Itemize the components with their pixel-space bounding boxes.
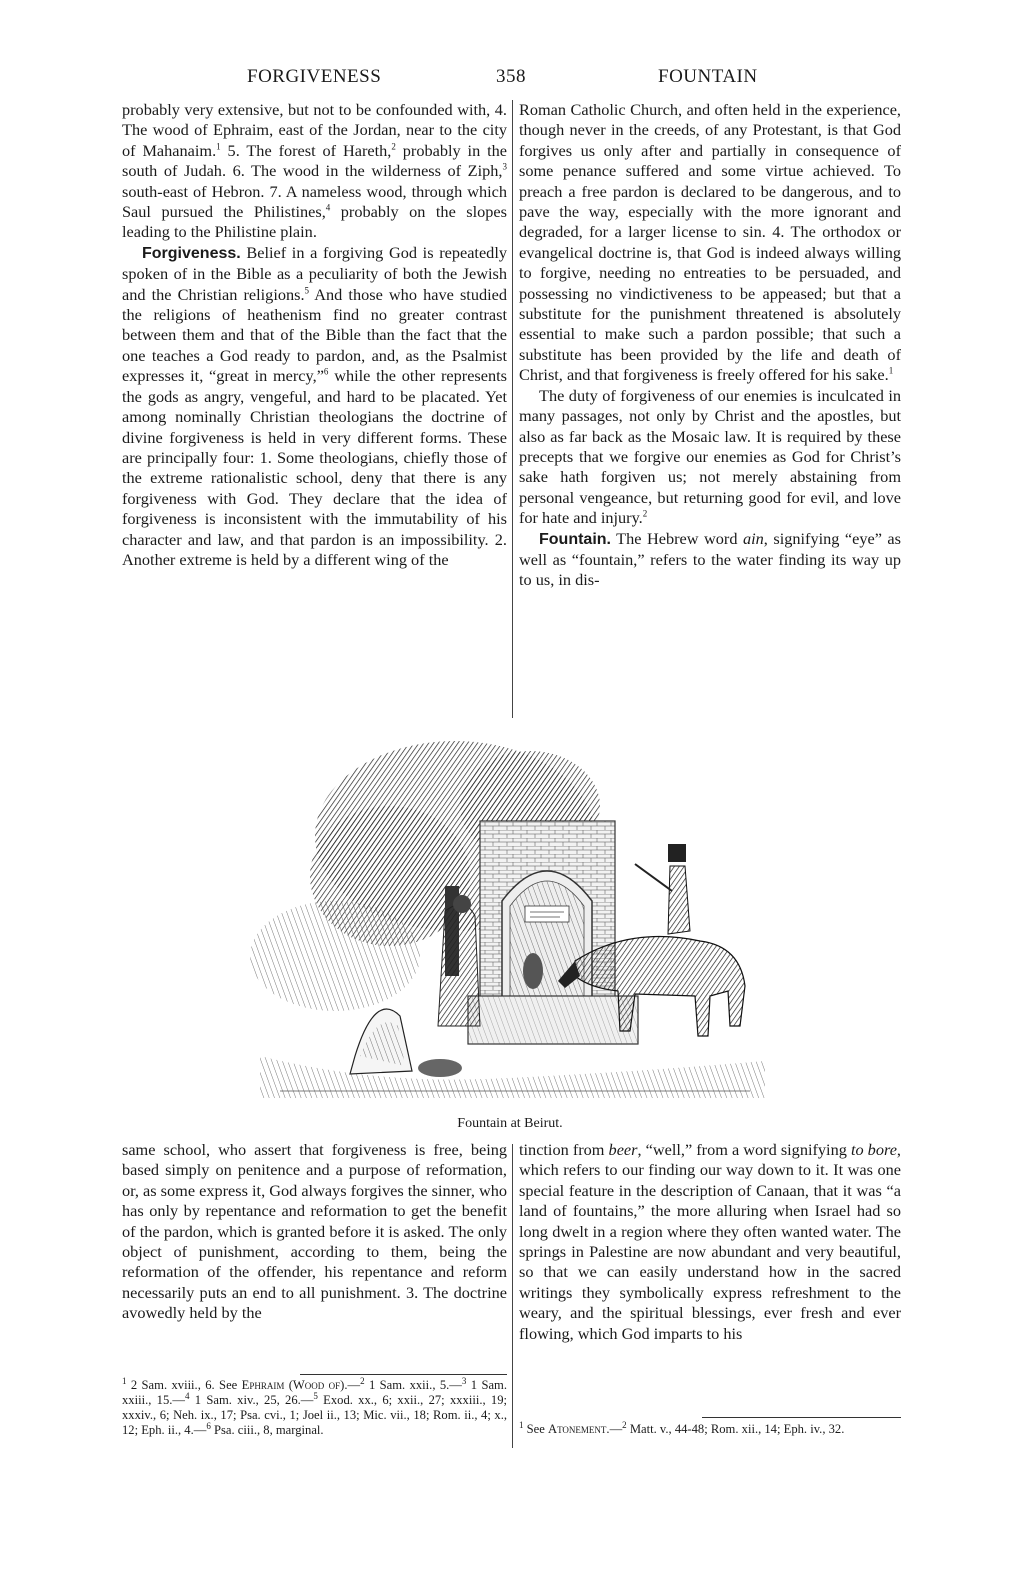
footnotes-left: $^1$ 2 Sam. xviii., 6. See Ephraim (Wood of).—$^2$ 1 Sam. xxii., 5.—$^3$ 1 Sam. xxiii., 15.—$^4$ 1 Sam. xiv., 25, 26.—$^5$ Exod. xx., 6; xxii., 27; xxxiii., 19; xxxiv., 6; Neh. ix., 17; Psa. cvi., 1; Joel ii., 13; Mic. vii., 18; Rom. ii., 4; x., 12; Eph. ii., 4.—$^6$ Psa. ciii., 8, marginal. xyxy=(122,1375,508,1437)
right-column-top xyxy=(519,100,901,720)
paragraph-duty-of-forgiveness: The duty of forgiveness of our enemies is inculcated in many passages, not only by Christ and the apostles, but also as far back as the Mosaic law. It is required by these precepts that we forgive our enemies as God for Christ’s sake hath forgiven us; not merely abstaining from personal vengeance, but returning good for evil, and love for hate and injury.$^2$ xyxy=(519,385,901,528)
paragraph-wood-continued: probably very extensive, but not to be confounded with, 4. The wood of Ephraim, east of the Jordan, near to the city of Mahanaim.$^1$ 5. The forest of Hareth,$^2$ probably in the south of Judah. 6. The wood in the wilderness of Ziph,$^3$ south-east of Hebron. 7. A nameless wood, through which Saul pursued the Philistines,$^4$ probably on the slopes leading to the Philistine plain. xyxy=(122,100,507,242)
running-head-right: FOUNTAIN xyxy=(658,66,758,87)
entry-heading-forgiveness: Forgiveness. xyxy=(142,244,241,262)
footnotes-right: $^1$ See Atonement.—$^2$ Matt. v., 44-48; Rom. xii., 14; Eph. iv., 32. xyxy=(519,1419,845,1436)
fountain-structure xyxy=(468,821,638,1044)
entry-forgiveness: Forgiveness. Belief in a forgiving God is repeatedly spoken of in the Bible as a peculiarity of both the Jewish and the Christian religions.$^5$ And those who have studied the religions of heathenism find no greater contrast between them and that of the Bible than the fact that the one teaches a God ready to pardon, and, as the Psalmist expresses it, “great in mercy,”$^6$ while the other represents the gods as angry, vengeful, and hard to be placated. Yet among nominally Christian theologians the doctrine of divine forgiveness is held in very different forms. These are principally four: 1. Some theologians, chiefly those of the extreme rationalistic school, deny that there is any forgiveness with God. They declare that the idea of forgiveness is inconsistent with the immutability of his character and law, and that pardon is an impossibility. 2. Another extreme is held by a different wing of the xyxy=(122,242,507,569)
entry-fountain: Fountain. The Hebrew word ain, signifying “eye” as well as “fountain,” refers to the water finding its way up to us, in dis- xyxy=(519,528,901,590)
left-column-top xyxy=(122,100,507,720)
column-divider-top xyxy=(512,100,513,718)
footnote-rule-right xyxy=(702,1417,901,1418)
paragraph-fountain-continued: tinction from beer, “well,” from a word signifying to bore, which refers to our finding our way down to it. It was one special feature in the description of Canaan, that it was “a land of fountains,” the more alluring when Israel had so long dwelt in a region where they often wanted water. The springs in Palestine are now abundant and very beautiful, so that we can easily understand how in the sacred writings they symbolically express refreshment to the weary, and the spiritual blessings, ever fresh and ever flowing, which God imparts to his xyxy=(519,1140,901,1343)
column-divider-bottom xyxy=(512,1144,513,1448)
left-column-bottom xyxy=(122,1140,507,1372)
ground xyxy=(260,1056,765,1098)
figure-caption: Fountain at Beirut. xyxy=(457,1116,563,1131)
page-number: 358 xyxy=(496,66,526,87)
running-header xyxy=(0,66,1020,96)
footnote-rule-left xyxy=(300,1374,507,1375)
running-head-left: FORGIVENESS xyxy=(247,66,382,87)
entry-heading-fountain: Fountain. xyxy=(539,530,611,548)
right-column-bottom xyxy=(519,1140,901,1412)
standing-woman-figure xyxy=(438,895,480,1026)
paragraph-same-school: same school, who assert that forgiveness is free, being based simply on penitence and a purpose of reformation, or, as some express it, God always forgives the sinner, who has only by repentance and reformation to get the benefit of the pardon, which is granted before it is asked. The only object of punishment, according to them, being the reformation of the offender, his repentance and reform necessarily puts an end to all punishment. 3. The doctrine avowedly held by the xyxy=(122,1140,507,1323)
fountain-illustration xyxy=(240,726,780,1114)
paragraph-catholic-doctrine: Roman Catholic Church, and often held in the experience, though never in the creeds, of any Protestant, is that God forgives us only after and partially in consequence of some penance suffered and some virtue achieved. To preach a free pardon is declared to be dangerous, and to pave the way, especially with the more ignorant and degraded, for a larger license to sin. 4. The orthodox or evangelical doctrine is, that God is indeed always willing to forgive, needing no entreaties to be persuaded, and possessing no vindictiveness to be appeased; but that a substitute for the punishment threatened is absolutely essential to make such a pardon possible; that such a substitute has been provided by the life and death of Christ, and that forgiveness is freely offered for his sake.$^1$ xyxy=(519,100,901,385)
